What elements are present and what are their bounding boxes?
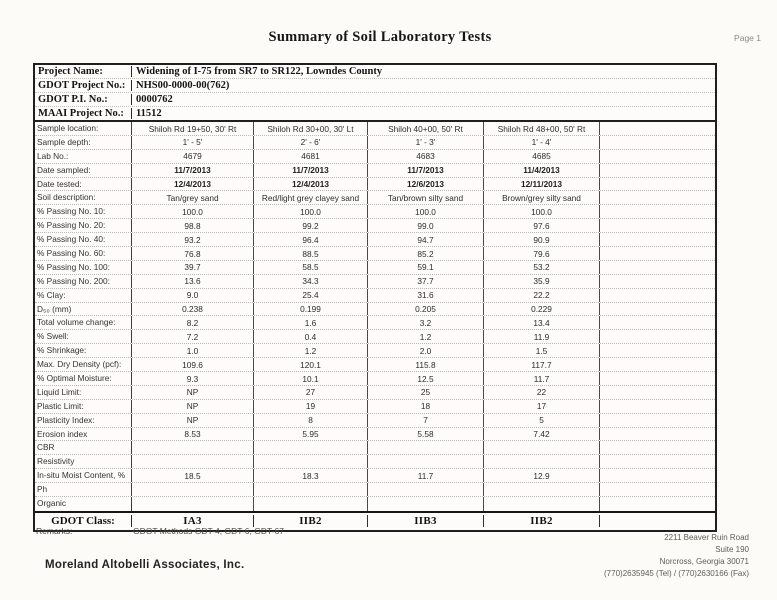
row-value: 76.8: [132, 247, 254, 260]
row-value: 5.95: [254, 428, 368, 441]
company-name: Moreland Altobelli Associates, Inc.: [45, 559, 245, 571]
row-value: 1.5: [484, 344, 600, 357]
row-value: [600, 316, 715, 329]
remarks-value: GDOT Methods GDT-4, GDT-6, GDT-67: [133, 526, 284, 536]
table-row: [35, 316, 715, 330]
row-value: 120.1: [254, 358, 368, 371]
row-value: 100.0: [254, 205, 368, 218]
row-value: 59.1: [368, 261, 484, 274]
row-label: Liquid Limit:: [35, 386, 132, 399]
row-value: 98.8: [132, 219, 254, 232]
project-info-row: [35, 106, 715, 120]
row-label: Total volume change:: [35, 316, 132, 329]
table-row: [35, 386, 715, 400]
row-value: [600, 275, 715, 288]
row-value: 18.5: [132, 469, 254, 482]
row-label: Date tested:: [35, 178, 132, 191]
row-value: 13.4: [484, 316, 600, 329]
row-value: 12/4/2013: [132, 178, 254, 191]
row-value: 100.0: [484, 205, 600, 218]
row-value: 11.9: [484, 330, 600, 343]
table-row: [35, 330, 715, 344]
gdot-class-value: IIB2: [484, 515, 600, 527]
row-value: [600, 455, 715, 468]
project-info-row: [35, 78, 715, 92]
row-value: 0.205: [368, 303, 484, 316]
table-row: [35, 178, 715, 192]
row-value: [368, 483, 484, 496]
project-info-label: GDOT P.I. No.:: [35, 94, 132, 105]
row-value: 1' - 5': [132, 136, 254, 149]
row-value: 0.199: [254, 303, 368, 316]
row-value: 88.5: [254, 247, 368, 260]
row-value: [600, 428, 715, 441]
row-value: [600, 386, 715, 399]
row-value: 19: [254, 400, 368, 413]
row-value: 93.2: [132, 233, 254, 246]
row-value: 22.2: [484, 289, 600, 302]
row-value: 34.3: [254, 275, 368, 288]
row-value: 2.0: [368, 344, 484, 357]
row-value: 99.0: [368, 219, 484, 232]
row-value: [600, 178, 715, 191]
row-value: [484, 455, 600, 468]
row-value: 8.2: [132, 316, 254, 329]
row-value: Shiloh Rd 19+50, 30' Rt: [132, 122, 254, 135]
table-row: [35, 400, 715, 414]
row-value: NP: [132, 386, 254, 399]
row-label: Ph: [35, 483, 132, 496]
company-address: [604, 532, 749, 580]
row-label: % Passing No. 20:: [35, 219, 132, 232]
row-value: 31.6: [368, 289, 484, 302]
row-value: [600, 372, 715, 385]
row-value: [600, 122, 715, 135]
row-label: % Passing No. 60:: [35, 247, 132, 260]
project-info-value: NHS00-0000-00(762): [136, 80, 230, 91]
row-value: 25: [368, 386, 484, 399]
table-row: [35, 233, 715, 247]
row-value: [484, 497, 600, 511]
row-value: 8: [254, 414, 368, 427]
row-label: % Clay:: [35, 289, 132, 302]
table-row: [35, 150, 715, 164]
row-value: [600, 414, 715, 427]
address-line: 2211 Beaver Ruin Road: [664, 533, 749, 542]
table-row: [35, 414, 715, 428]
row-label: % Passing No. 10:: [35, 205, 132, 218]
row-value: 1' - 3': [368, 136, 484, 149]
row-value: 1.2: [254, 344, 368, 357]
row-label: % Passing No. 100:: [35, 261, 132, 274]
row-label: Max. Dry Density (pcf):: [35, 358, 132, 371]
row-value: [132, 483, 254, 496]
row-value: 5.58: [368, 428, 484, 441]
row-value: [132, 497, 254, 511]
table-row: [35, 428, 715, 442]
row-value: Shiloh 40+00, 50' Rt: [368, 122, 484, 135]
row-label: Organic: [35, 497, 132, 511]
row-value: 13.6: [132, 275, 254, 288]
row-value: 0.238: [132, 303, 254, 316]
row-value: [600, 289, 715, 302]
project-info-label: GDOT Project No.:: [35, 80, 132, 91]
row-value: [600, 344, 715, 357]
row-value: 10.1: [254, 372, 368, 385]
row-label: Date sampled:: [35, 164, 132, 177]
table-row: [35, 483, 715, 497]
row-value: 1.6: [254, 316, 368, 329]
row-value: [600, 469, 715, 482]
row-value: 4683: [368, 150, 484, 163]
row-value: [254, 441, 368, 454]
row-value: [484, 441, 600, 454]
row-value: 58.5: [254, 261, 368, 274]
row-value: 97.6: [484, 219, 600, 232]
row-value: 12/4/2013: [254, 178, 368, 191]
row-value: 4679: [132, 150, 254, 163]
row-value: [600, 330, 715, 343]
row-value: 7.2: [132, 330, 254, 343]
row-label: CBR: [35, 441, 132, 454]
gdot-class-label: GDOT Class:: [35, 515, 132, 527]
row-value: 1.2: [368, 330, 484, 343]
row-value: [600, 164, 715, 177]
table-row: [35, 303, 715, 317]
row-value: 18.3: [254, 469, 368, 482]
row-value: Shiloh Rd 30+00, 30' Lt: [254, 122, 368, 135]
page-title: Summary of Soil Laboratory Tests: [268, 29, 492, 45]
gdot-class-value: IA3: [132, 515, 254, 527]
soil-lab-tests-table: [33, 63, 717, 532]
row-value: [600, 247, 715, 260]
table-row: [35, 136, 715, 150]
row-value: 96.4: [254, 233, 368, 246]
row-label: Lab No.:: [35, 150, 132, 163]
row-value: 17: [484, 400, 600, 413]
table-row: [35, 289, 715, 303]
row-value: 109.6: [132, 358, 254, 371]
row-label: % Passing No. 200:: [35, 275, 132, 288]
row-value: 11.7: [484, 372, 600, 385]
row-value: [368, 497, 484, 511]
row-value: 4681: [254, 150, 368, 163]
row-value: 11/7/2013: [132, 164, 254, 177]
row-value: [600, 303, 715, 316]
address-line: Suite 190: [715, 545, 749, 554]
row-label: D₅₀ (mm): [35, 303, 132, 316]
row-value: [600, 358, 715, 371]
gdot-class-value: IIB2: [254, 515, 368, 527]
row-value: 79.6: [484, 247, 600, 260]
row-value: 90.9: [484, 233, 600, 246]
row-value: 0.229: [484, 303, 600, 316]
row-value: [600, 191, 715, 204]
row-label: Plastic Limit:: [35, 400, 132, 413]
table-row: [35, 372, 715, 386]
project-info-value: Widening of I-75 from SR7 to SR122, Lowndes County: [136, 66, 383, 77]
table-row: [35, 164, 715, 178]
row-value: 100.0: [132, 205, 254, 218]
row-value: 99.2: [254, 219, 368, 232]
row-value: [600, 483, 715, 496]
table-row: [35, 191, 715, 205]
row-value: 7: [368, 414, 484, 427]
row-value: [132, 455, 254, 468]
table-row: [35, 122, 715, 136]
row-value: [600, 261, 715, 274]
row-value: NP: [132, 400, 254, 413]
row-value: 11/4/2013: [484, 164, 600, 177]
row-label: % Passing No. 40:: [35, 233, 132, 246]
table-row: [35, 441, 715, 455]
address-line: (770)2635945 (Tel) / (770)2630166 (Fax): [604, 569, 749, 578]
row-value: 37.7: [368, 275, 484, 288]
row-value: 12/6/2013: [368, 178, 484, 191]
table-row: [35, 205, 715, 219]
row-value: Red/light grey clayey sand: [254, 191, 368, 204]
row-value: 25.4: [254, 289, 368, 302]
row-value: 1.0: [132, 344, 254, 357]
row-label: Resistivity: [35, 455, 132, 468]
row-value: 3.2: [368, 316, 484, 329]
table-row: [35, 344, 715, 358]
row-value: Brown/grey silty sand: [484, 191, 600, 204]
row-label: % Shrinkage:: [35, 344, 132, 357]
project-info-value: 11512: [136, 108, 162, 119]
row-value: 35.9: [484, 275, 600, 288]
row-value: [368, 455, 484, 468]
address-line: Norcross, Georgia 30071: [659, 557, 749, 566]
row-value: [254, 483, 368, 496]
project-info-row: [35, 65, 715, 78]
table-row: [35, 455, 715, 469]
row-label: Sample location:: [35, 122, 132, 135]
row-value: [600, 497, 715, 511]
row-value: 9.0: [132, 289, 254, 302]
row-value: 12.5: [368, 372, 484, 385]
row-value: 5: [484, 414, 600, 427]
row-value: 0.4: [254, 330, 368, 343]
row-value: 12/11/2013: [484, 178, 600, 191]
row-value: [600, 219, 715, 232]
table-row: [35, 358, 715, 372]
table-row: [35, 469, 715, 483]
row-value: 53.2: [484, 261, 600, 274]
row-value: [600, 441, 715, 454]
row-label: In-situ Moist Content, %: [35, 469, 132, 482]
table-row: [35, 497, 715, 511]
project-info-label: Project Name:: [35, 66, 132, 77]
row-value: 39.7: [132, 261, 254, 274]
row-value: 27: [254, 386, 368, 399]
row-value: Tan/grey sand: [132, 191, 254, 204]
row-label: Plasticity Index:: [35, 414, 132, 427]
row-value: 12.9: [484, 469, 600, 482]
row-value: NP: [132, 414, 254, 427]
table-row: [35, 261, 715, 275]
row-value: [484, 483, 600, 496]
row-value: 7.42: [484, 428, 600, 441]
row-value: 18: [368, 400, 484, 413]
remarks-label: Remarks:: [36, 526, 73, 536]
row-value: 85.2: [368, 247, 484, 260]
row-value: 11/7/2013: [368, 164, 484, 177]
table-row: [35, 219, 715, 233]
row-value: 2' - 6': [254, 136, 368, 149]
row-value: 11/7/2013: [254, 164, 368, 177]
row-value: 4685: [484, 150, 600, 163]
row-value: 11.7: [368, 469, 484, 482]
row-value: 115.8: [368, 358, 484, 371]
table-row: [35, 247, 715, 261]
project-info-value: 0000762: [136, 94, 173, 105]
row-label: Soil description:: [35, 191, 132, 204]
row-value: 22: [484, 386, 600, 399]
row-value: [600, 400, 715, 413]
table-row: [35, 275, 715, 289]
row-label: % Optimal Moisture:: [35, 372, 132, 385]
row-value: [600, 233, 715, 246]
row-value: 9.3: [132, 372, 254, 385]
row-value: 117.7: [484, 358, 600, 371]
row-value: 1' - 4': [484, 136, 600, 149]
row-value: [132, 441, 254, 454]
row-value: [368, 441, 484, 454]
gdot-class-value: IIB3: [368, 515, 484, 527]
project-info-row: [35, 92, 715, 106]
row-value: 100.0: [368, 205, 484, 218]
row-value: [600, 205, 715, 218]
row-label: % Swell:: [35, 330, 132, 343]
soil-table-body: [35, 122, 715, 511]
project-info-label: MAAI Project No.:: [35, 108, 132, 119]
row-value: 8.53: [132, 428, 254, 441]
project-info-block: [35, 65, 715, 122]
row-value: [254, 497, 368, 511]
row-value: [600, 136, 715, 149]
row-label: Erosion index: [35, 428, 132, 441]
row-value: [600, 150, 715, 163]
row-label: Sample depth:: [35, 136, 132, 149]
page-number: Page 1: [734, 33, 761, 43]
row-value: Tan/brown silty sand: [368, 191, 484, 204]
row-value: 94.7: [368, 233, 484, 246]
row-value: [254, 455, 368, 468]
row-value: Shiloh Rd 48+00, 50' Rt: [484, 122, 600, 135]
